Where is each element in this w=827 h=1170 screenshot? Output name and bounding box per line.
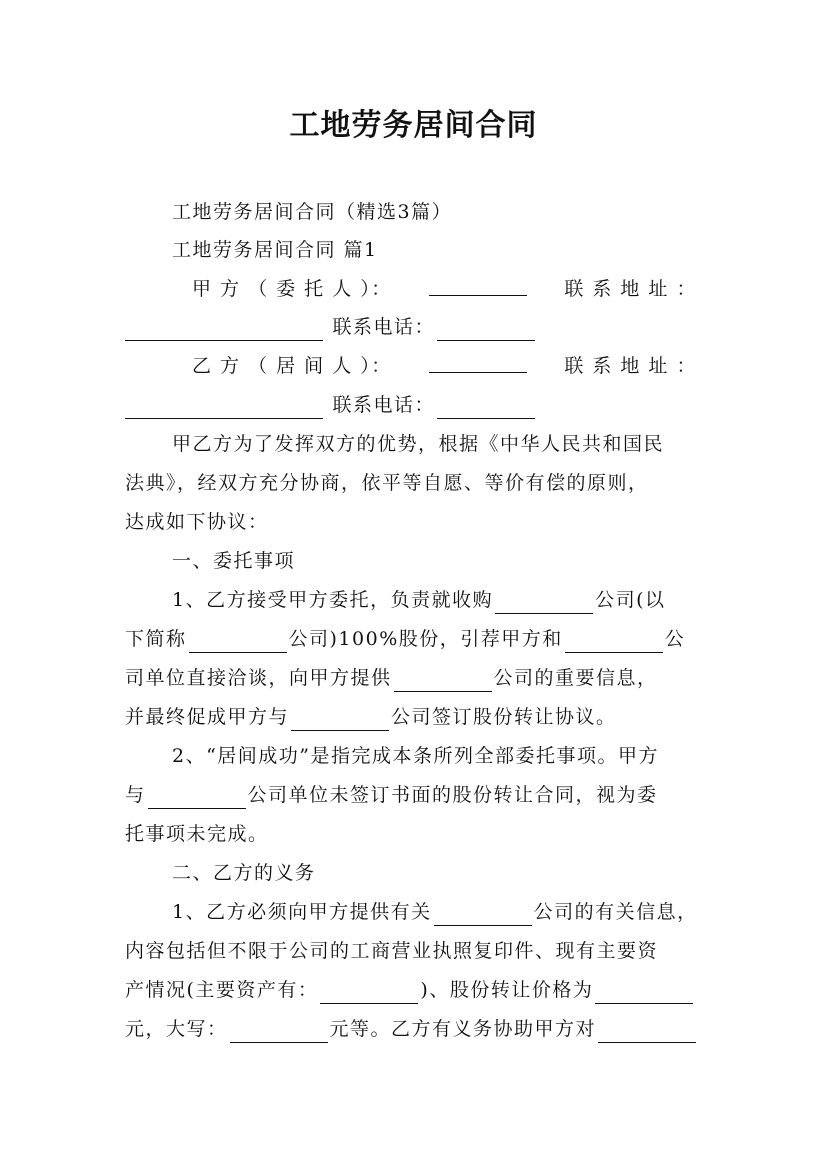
clause-text: 1、乙方接受甲方委托，负责就收购 <box>172 589 494 611</box>
clause-2-1-line-1 <box>172 898 705 926</box>
party-b-line-2 <box>125 391 705 419</box>
party-a-address-blank <box>125 320 323 341</box>
heading-1: 一、委托事项 <box>172 550 296 572</box>
clause-1-2-line-3: 托事项未完成。 <box>125 823 269 845</box>
clause-text: 元等。乙方有义务协助甲方对 <box>329 1018 597 1040</box>
blank <box>148 788 246 809</box>
document-title: 工地劳务居间合同 <box>289 108 538 143</box>
party-b-phone-blank <box>437 398 535 419</box>
party-a-label: 甲 方 （ 委 托 人 ）： <box>192 278 392 300</box>
party-b-phone-label: 联系电话： <box>332 394 436 416</box>
clause-text: 与 <box>125 784 146 806</box>
clause-text: 公司签订股份转让协议。 <box>391 706 617 728</box>
clause-text: 公司单位未签订书面的股份转让合同，视为委 <box>247 784 658 806</box>
blank <box>320 983 418 1004</box>
clause-1-2-line-1: 2、“居间成功”是指完成本条所列全部委托事项。甲方 <box>172 745 660 767</box>
clause-2-1-line-2: 内容包括但不限于公司的工商营业执照复印件、现有主要资 <box>125 940 659 962</box>
party-a-line <box>192 275 697 303</box>
blank <box>230 1022 328 1043</box>
clause-text: 1、乙方必须向甲方提供有关 <box>172 901 432 923</box>
clause-text: 公司(以 <box>595 589 666 611</box>
clause-text: 元，大写： <box>125 1018 228 1040</box>
blank <box>495 593 593 614</box>
clause-text: 公司)100%股份，引荐甲方和 <box>288 628 563 650</box>
clause-text: 产情况(主要资产有： <box>125 979 319 1001</box>
party-a-address-label: 联 系 地 址 ： <box>564 278 697 300</box>
subtitle: 工地劳务居间合同（精选3篇） <box>172 201 453 223</box>
heading-2: 二、乙方的义务 <box>172 862 316 884</box>
clause-2-1-line-4 <box>125 1015 705 1043</box>
clause-text: )、股份转让价格为 <box>420 979 594 1001</box>
party-b-label: 乙 方 （ 居 间 人 ）： <box>192 355 392 377</box>
section-title: 工地劳务居间合同 篇1 <box>172 239 378 261</box>
blank <box>394 671 492 692</box>
preamble-line-1: 甲乙方为了发挥双方的优势，根据《中华人民共和国民 <box>172 433 665 455</box>
party-b-address-label: 联 系 地 址 ： <box>564 355 697 377</box>
party-a-phone-label: 联系电话： <box>332 316 436 338</box>
preamble-line-3: 达成如下协议： <box>125 511 269 533</box>
clause-text: 公司的有关信息， <box>533 901 698 923</box>
party-a-phone-blank <box>437 320 535 341</box>
blank <box>434 905 532 926</box>
clause-1-1-line-3 <box>125 664 705 692</box>
clause-2-1-line-3 <box>125 976 705 1004</box>
party-b-address-blank <box>125 398 323 419</box>
clause-text: 司单位直接洽谈，向甲方提供 <box>125 667 392 689</box>
clause-1-1-line-2 <box>125 625 705 653</box>
blank <box>598 1022 696 1043</box>
blank <box>189 632 287 653</box>
party-b-name-blank <box>429 352 527 373</box>
clause-1-1-line-4 <box>125 703 705 731</box>
clause-text: 并最终促成甲方与 <box>125 706 290 728</box>
blank <box>291 710 389 731</box>
clause-text: 公 <box>664 628 686 650</box>
party-a-name-blank <box>429 275 527 296</box>
preamble-line-2: 法典》，经双方充分协商，依平等自愿、等价有偿的原则， <box>125 472 649 494</box>
blank <box>595 983 693 1004</box>
party-b-line <box>192 352 697 380</box>
party-a-line-2 <box>125 313 705 341</box>
clause-1-1-line-1 <box>172 586 705 614</box>
clause-text: 公司的重要信息， <box>493 667 658 689</box>
blank <box>565 632 663 653</box>
clause-text: 下简称 <box>125 628 187 650</box>
clause-1-2-line-2 <box>125 781 705 809</box>
